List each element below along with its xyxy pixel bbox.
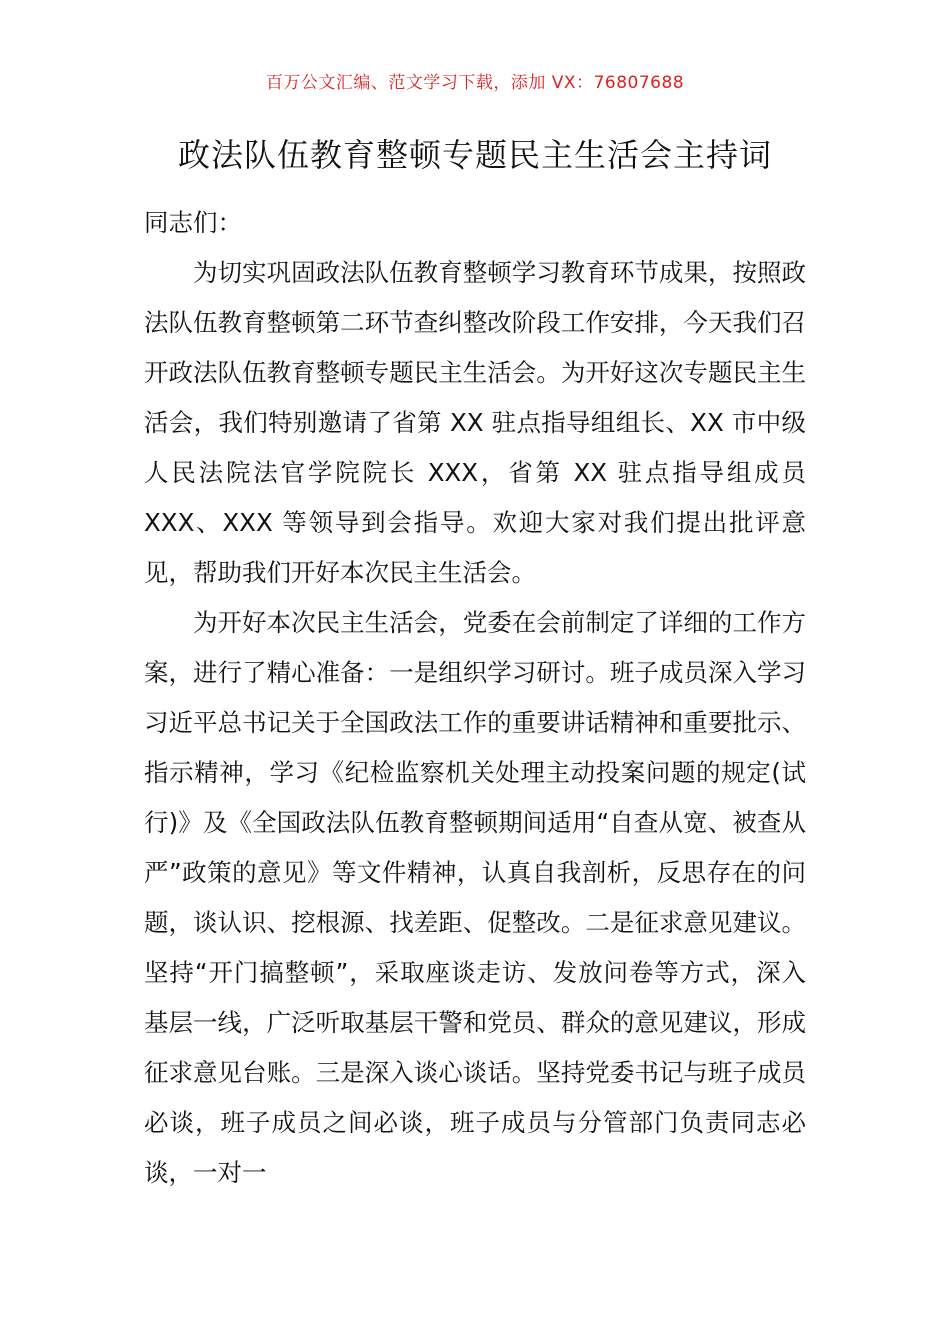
document-title: 政法队伍教育整顿专题民主生活会主持词	[177, 136, 772, 174]
paragraph: 为开好本次民主生活会，党委在会前制定了详细的工作方案，进行了精心准备：一是组织学习研讨。班子成员深入学习习近平总书记关于全国政法工作的重要讲话精神和重要批示、指示精神，学习《纪检监察机关处理主动投案问题的规定(试行)》及《全国政法队伍教育整顿期间适用“自查从宽、被查从严”政策的意见》等文件精神，认真自我剖析，反思存在的问题，谈认识、挖根源、找差距、促整改。二是征求意见建议。坚持“开门搞整顿”，采取座谈走访、发放问卷等方式，深入基层一线，广泛听取基层干警和党员、群众的意见建议，形成征求意见台账。三是深入谈心谈话。坚持党委书记与班子成员必谈，班子成员之间必谈，班子成员与分管部门负责同志必谈，一对一	[144, 608, 806, 1187]
paragraph: 为切实巩固政法队伍教育整顿学习教育环节成果，按照政法队伍教育整顿第二环节查纠整改阶段工作安排，今天我们召开政法队伍教育整顿专题民主生活会。为开好这次专题民主生活会，我们特别邀请了省第 XX 驻点指导组组长、XX 市中级人民法院法官学院院长 XXX，省第 XX 驻点指导组成员 XXX、XXX 等领导到会指导。欢迎大家对我们提出批评意见，帮助我们开好本次民主生活会。	[144, 258, 806, 587]
header-note: 百万公文汇编、范文学习下载，添加 VX：76807688	[265, 73, 685, 93]
salutation: 同志们：	[144, 208, 242, 237]
document-body	[144, 198, 806, 1198]
